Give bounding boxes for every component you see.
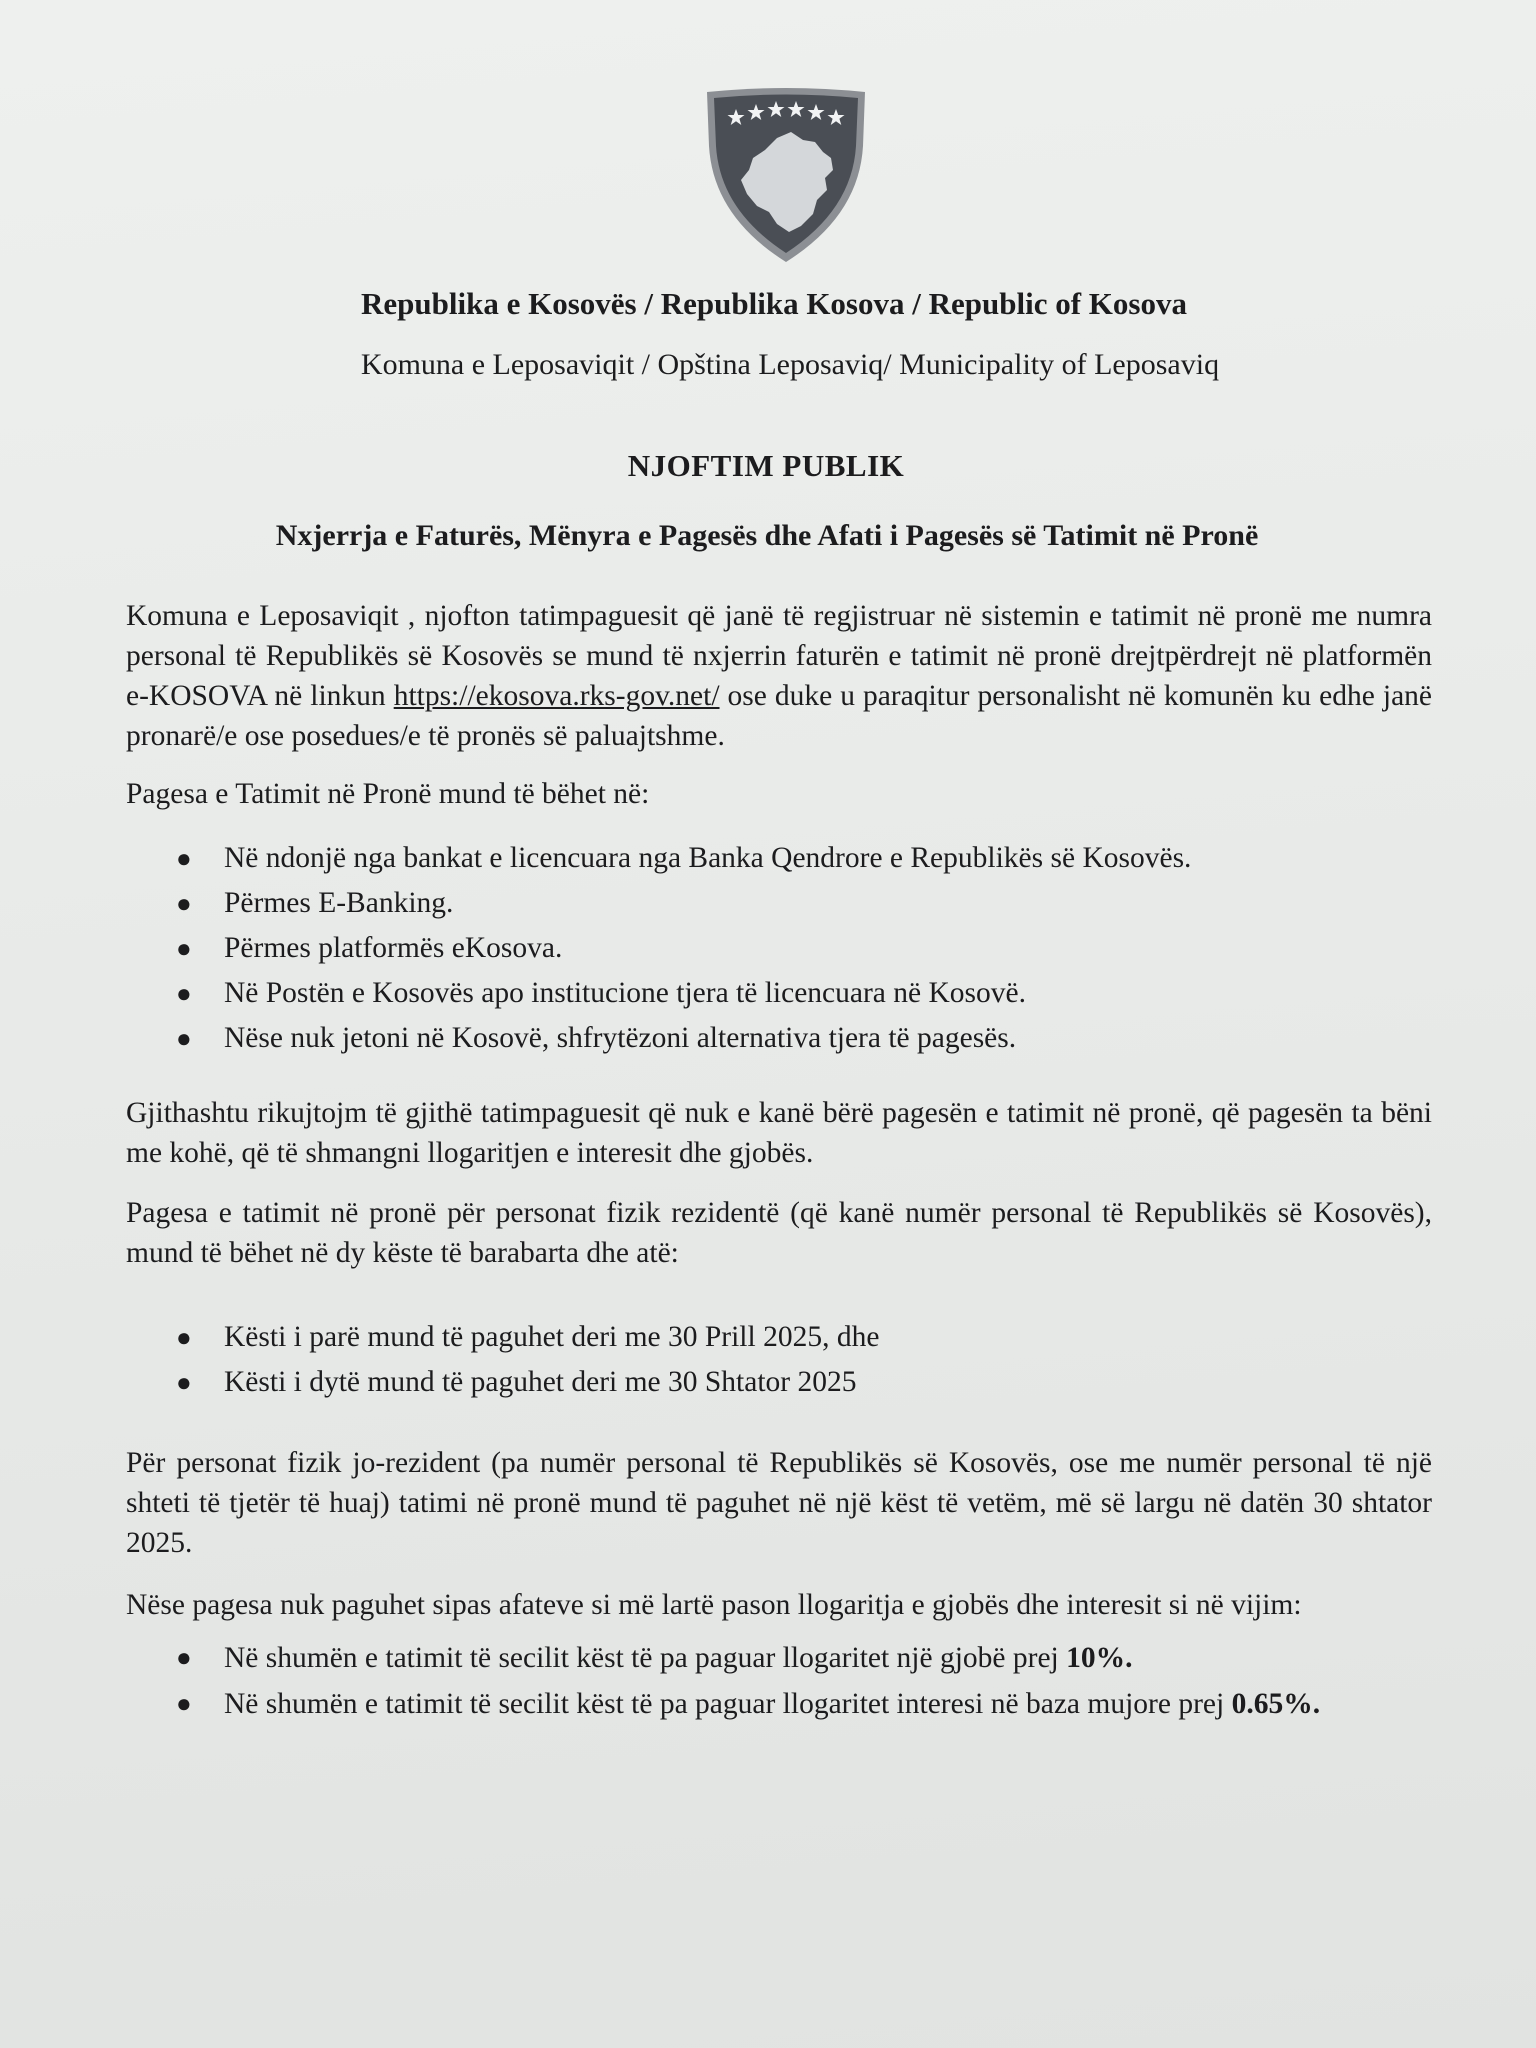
bullet-icon: ● <box>176 1323 192 1352</box>
reminder-paragraph: Gjithashtu rikujtojm të gjithë tatimpaguesit që nuk e kanë bërë pagesën e tatimit në pronë, që pagesën ta bëni me kohë, që të shmangni llogaritjen e interesit dhe gjobës. <box>126 1097 1432 1169</box>
intro-paragraph <box>126 596 1432 756</box>
list-item: ● Kësti i dytë mund të paguhet deri me 30 Shtator 2025 <box>224 1360 1432 1405</box>
bullet-icon: ● <box>176 1689 192 1718</box>
penalties-list <box>126 1637 1432 1725</box>
notice-body <box>126 596 1432 1725</box>
payment-intro: Pagesa e Tatimit në Pronë mund të bëhet në: <box>126 778 650 810</box>
list-item: ● Në Postën e Kosovës apo institucione tjera të licencuara në Kosovë. <box>224 971 1432 1016</box>
resident-paragraph: Pagesa e tatimit në pronë për personat fizik rezidentë (që kanë numër personal të Republikës së Kosovës), mund të bëhet në dy këste të barabarta dhe atë: <box>126 1197 1432 1269</box>
bullet-icon: ● <box>176 1024 192 1053</box>
country-name: Republika e Kosovës / Republika Kosova / Republic of Kosova <box>361 286 1187 321</box>
bullet-icon: ● <box>176 889 192 918</box>
bullet-icon: ● <box>176 979 192 1008</box>
intro-text: Komuna e Leposaviqit , njofton tatimpaguesit që janë të regjistruar në sistemin e tatimit në pronë me numra personal të Republikës së Kosovës se mund të nxjerrin faturën e tatimit në pronë drejtpërdrejt në platformën e-KOSOVA në linkun <box>126 600 1432 712</box>
list-item: ● Nëse nuk jetoni në Kosovë, shfrytëzoni alternativa tjera të pagesës. <box>224 1016 1432 1061</box>
installments-list <box>126 1315 1432 1405</box>
kosovo-coat-of-arms-icon <box>703 86 869 264</box>
interest-rate: 0.65%. <box>1231 1688 1321 1720</box>
list-item: ● Në shumën e tatimit të secilit këst të pa paguar llogaritet një gjobë prej 10%. <box>224 1637 1432 1679</box>
penalty-intro: Nëse pagesa nuk paguhet sipas afateve si më lartë pason llogaritja e gjobës dhe interesit si në vijim: <box>126 1589 1302 1621</box>
bullet-icon: ● <box>176 934 192 963</box>
bullet-icon: ● <box>176 1368 192 1397</box>
ekosova-link[interactable]: https://ekosova.rks-gov.net/ <box>393 680 720 712</box>
intro-text-end: ose duke u paraqitur personalisht në komunën ku edhe janë pronarë/e ose posedues/e të pronës së paluajtshme. <box>126 680 1433 752</box>
list-item: ● Përmes platformës eKosova. <box>224 926 1432 971</box>
penalty-rate: 10%. <box>1066 1642 1133 1674</box>
payment-methods-list <box>126 836 1432 1061</box>
non-resident-paragraph: Për personat fizik jo-rezident (pa numër personal të Republikës së Kosovës, ose me numër personal të një shteti të tjetër të huaj) tatimi në pronë mund të paguhet në një këst të vetëm, më së largu në datën 30 shtator 2025. <box>126 1447 1432 1559</box>
bullet-icon: ● <box>176 844 192 873</box>
list-item: ● Në ndonjë nga bankat e licencuara nga Banka Qendrore e Republikës së Kosovës. <box>224 836 1432 881</box>
bullet-icon: ● <box>176 1643 192 1672</box>
notice-title: NJOFTIM PUBLIK <box>627 448 905 483</box>
notice-subtitle: Nxjerrja e Faturës, Mënyra e Pagesës dhe Afati i Pagesës së Tatimit në Pronë <box>275 519 1259 552</box>
list-item: ● Përmes E-Banking. <box>224 881 1432 926</box>
list-item: ● Në shumën e tatimit të secilit këst të pa paguar llogaritet interesi në baza mujore prej 0.65%. <box>224 1683 1432 1725</box>
list-item: ● Kësti i parë mund të paguhet deri me 30 Prill 2025, dhe <box>224 1315 1432 1360</box>
municipality-name: Komuna e Leposaviqit / Opština Leposaviq/ Municipality of Leposaviq <box>360 348 1220 381</box>
